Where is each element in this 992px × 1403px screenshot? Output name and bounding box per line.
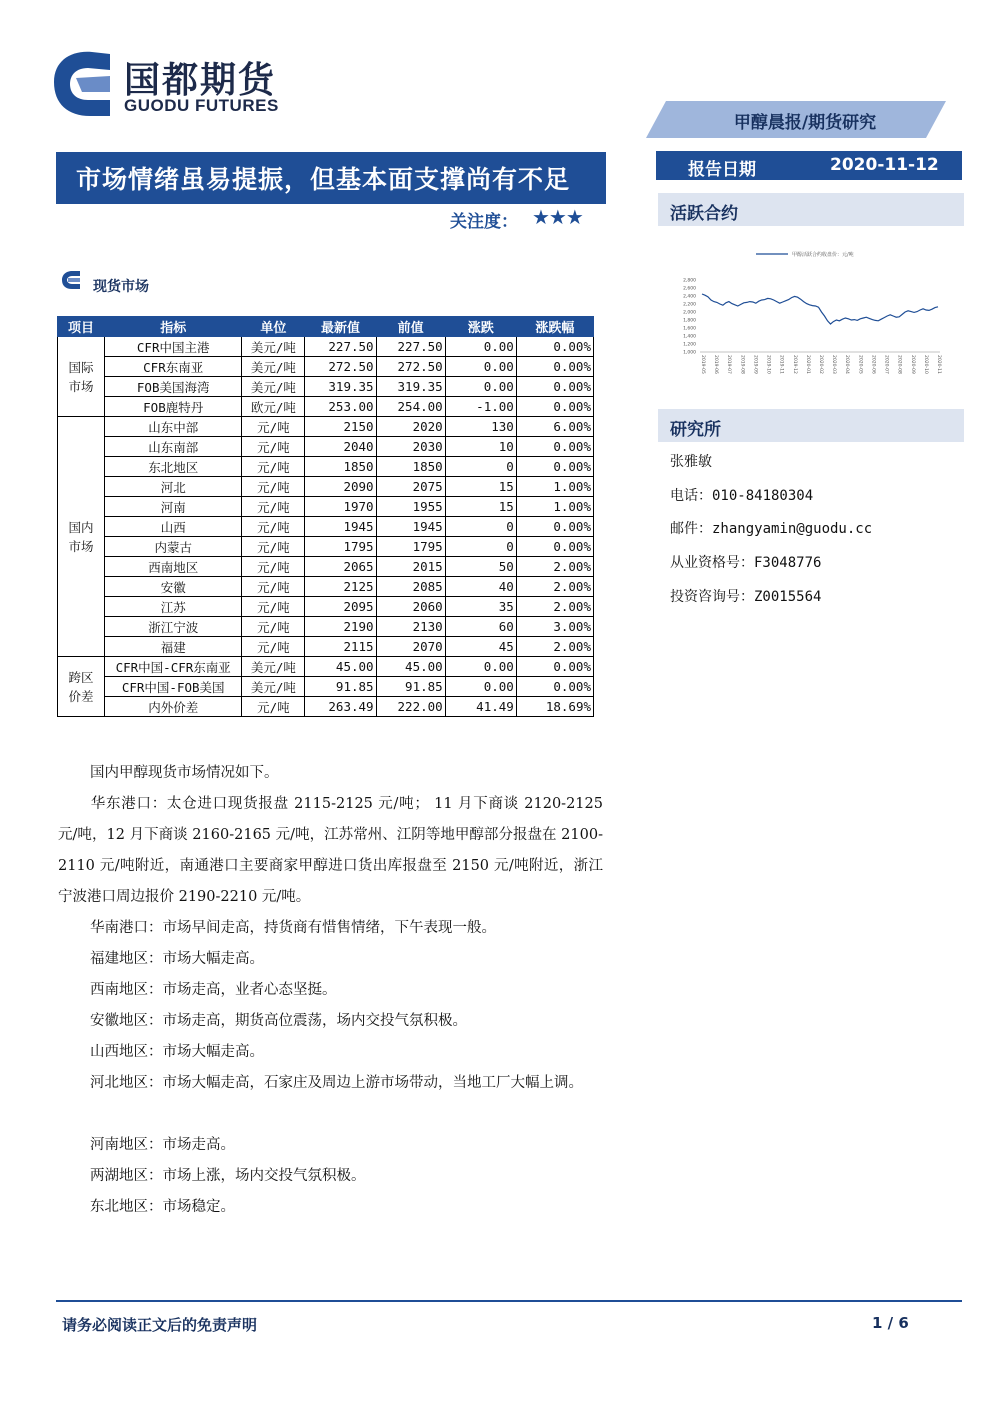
paragraph: 山西地区：市场大幅走高。 [90, 1044, 264, 1060]
x-tick-label: 2019-12 [791, 355, 797, 374]
value-cell: 35 [445, 597, 516, 617]
value-cell: 元/吨 [242, 637, 305, 657]
indicator-cell: 福建 [105, 637, 242, 657]
value-cell: 2125 [305, 577, 376, 597]
indicator-cell: 河北 [105, 477, 242, 497]
x-tick-label: 2019-11 [778, 355, 784, 374]
value-cell: 272.50 [305, 357, 376, 377]
series-line [702, 294, 938, 324]
spot-price-table [57, 316, 594, 717]
x-tick-label: 2020-03 [831, 355, 837, 374]
x-tick-label: 2019-08 [739, 355, 745, 374]
paragraph: 华南港口：市场早间走高，持货商有惜售情绪，下午表现一般。 [90, 920, 496, 936]
value-cell: 18.69% [516, 697, 593, 717]
group-label: 国际 市场 [58, 337, 105, 417]
value-cell: 1850 [305, 457, 376, 477]
value-cell: 1850 [376, 457, 445, 477]
value-cell: 0.00% [516, 517, 593, 537]
value-cell: 2095 [305, 597, 376, 617]
value-cell: 2.00% [516, 557, 593, 577]
table-row [58, 617, 594, 637]
y-tick-label: 1,600 [683, 326, 696, 332]
disclaimer-link: 请务必阅读正文后的免责声明 [62, 1316, 258, 1334]
indicator-cell: 内外价差 [105, 697, 242, 717]
indicator-cell: 山东中部 [105, 417, 242, 437]
indicator-cell: 内蒙古 [105, 537, 242, 557]
chart-legend: 甲醇活跃合约收盘价：元/吨 [792, 252, 854, 258]
value-cell: 0.00 [445, 337, 516, 357]
value-cell: 0.00% [516, 677, 593, 697]
x-tick-label: 2020-01 [804, 355, 810, 374]
x-tick-label: 2020-08 [896, 355, 902, 374]
value-cell: 2020 [376, 417, 445, 437]
value-cell: 0.00% [516, 377, 593, 397]
paragraph: 福建地区：市场大幅走高。 [90, 951, 264, 967]
logo-chinese-name: 国都期货 [124, 60, 277, 101]
y-tick-label: 2,400 [683, 294, 696, 300]
x-tick-label: 2020-07 [883, 355, 889, 374]
indicator-cell: 江苏 [105, 597, 242, 617]
value-cell: 0.00% [516, 357, 593, 377]
indicator-cell: FOB鹿特丹 [105, 397, 242, 417]
col-header: 涨跌幅 [516, 317, 593, 337]
value-cell: 元/吨 [242, 617, 305, 637]
x-tick-labels [700, 355, 942, 374]
value-cell: 1945 [376, 517, 445, 537]
paragraph: 河南地区：市场走高。 [90, 1137, 235, 1153]
value-cell: 2075 [376, 477, 445, 497]
table-row [58, 697, 594, 717]
value-cell: 1.00% [516, 497, 593, 517]
value-cell: 2130 [376, 617, 445, 637]
value-cell: 0.00 [445, 357, 516, 377]
value-cell: 15 [445, 497, 516, 517]
table-row [58, 537, 594, 557]
value-cell: 254.00 [376, 397, 445, 417]
y-tick-label: 1,200 [683, 342, 696, 348]
table-row [58, 677, 594, 697]
value-cell: 1.00% [516, 477, 593, 497]
value-cell: 227.50 [376, 337, 445, 357]
value-cell: 3.00% [516, 617, 593, 637]
table-row [58, 657, 594, 677]
value-cell: 1795 [376, 537, 445, 557]
value-cell: 元/吨 [242, 537, 305, 557]
indicator-cell: FOB美国海湾 [105, 377, 242, 397]
value-cell: 2085 [376, 577, 445, 597]
report-type: 甲醇晨报/期货研究 [733, 113, 877, 133]
value-cell: 美元/吨 [242, 377, 305, 397]
value-cell: 0.00% [516, 457, 593, 477]
value-cell: 2040 [305, 437, 376, 457]
report-title: 市场情绪虽易提振，但基本面支撑尚有不足 [76, 165, 571, 194]
y-tick-label: 1,000 [683, 350, 696, 356]
paragraph: 国内甲醇现货市场情况如下。 [90, 765, 279, 781]
x-tick-label: 2019-05 [700, 355, 705, 374]
value-cell: 2060 [376, 597, 445, 617]
value-cell: 319.35 [305, 377, 376, 397]
value-cell: 元/吨 [242, 477, 305, 497]
value-cell: 0.00% [516, 337, 593, 357]
x-tick-label: 2019-10 [765, 355, 771, 374]
value-cell: 美元/吨 [242, 337, 305, 357]
value-cell: 91.85 [376, 677, 445, 697]
value-cell: 2.00% [516, 637, 593, 657]
value-cell: 2070 [376, 637, 445, 657]
indicator-cell: 山西 [105, 517, 242, 537]
value-cell: 10 [445, 437, 516, 457]
spot-market-heading: 现货市场 [93, 279, 149, 295]
value-cell: 222.00 [376, 697, 445, 717]
value-cell: 6.00% [516, 417, 593, 437]
value-cell: 0.00% [516, 397, 593, 417]
value-cell: 45.00 [305, 657, 376, 677]
focus-label: 关注度： [450, 212, 518, 232]
value-cell: 2.00% [516, 577, 593, 597]
value-cell: 2090 [305, 477, 376, 497]
col-header: 最新值 [305, 317, 376, 337]
value-cell: 50 [445, 557, 516, 577]
value-cell: 欧元/吨 [242, 397, 305, 417]
date-label: 报告日期 [688, 160, 756, 180]
indicator-cell: 浙江宁波 [105, 617, 242, 637]
value-cell: 1945 [305, 517, 376, 537]
email-info: 邮件：zhangyamin@guodu.cc [670, 521, 873, 537]
value-cell: 0 [445, 457, 516, 477]
active-contract-header [658, 193, 964, 226]
value-cell: 2030 [376, 437, 445, 457]
active-contract-label: 活跃合约 [670, 204, 738, 224]
date-value: 2020-11-12 [830, 155, 939, 175]
value-cell: 319.35 [376, 377, 445, 397]
value-cell: 1955 [376, 497, 445, 517]
indicator-cell: CFR中国-FOB美国 [105, 677, 242, 697]
x-tick-label: 2020-06 [870, 355, 876, 374]
value-cell: 15 [445, 477, 516, 497]
section-icon [60, 270, 82, 290]
value-cell: 45 [445, 637, 516, 657]
indicator-cell: 山东南部 [105, 437, 242, 457]
value-cell: 元/吨 [242, 697, 305, 717]
paragraph: 华东港口：太仓进口现货报盘 2115-2125 元/吨； 11 月下商谈 2120-2125 元/吨，12 月下商谈 2160-2165 元/吨，江苏常州、江阴等地甲醇部分报盘在 2100-2110 元/吨附近，南通港口主要商家甲醇进口货出库报盘至 2150 元/吨附近，浙江宁波港口周边报价 2190-2210 元/吨。 [58, 796, 603, 905]
value-cell: 元/吨 [242, 437, 305, 457]
value-cell: 41.49 [445, 697, 516, 717]
value-cell: 272.50 [376, 357, 445, 377]
y-tick-label: 1,800 [683, 318, 696, 324]
value-cell: 0.00 [445, 657, 516, 677]
value-cell: -1.00 [445, 397, 516, 417]
table-row [58, 437, 594, 457]
value-cell: 0.00% [516, 537, 593, 557]
value-cell: 263.49 [305, 697, 376, 717]
value-cell: 元/吨 [242, 577, 305, 597]
x-tick-label: 2020-11 [936, 355, 941, 374]
value-cell: 2065 [305, 557, 376, 577]
x-tick-label: 2020-10 [922, 355, 928, 374]
table-header-row [58, 317, 594, 337]
col-header: 涨跌 [445, 317, 516, 337]
x-tick-label: 2020-02 [818, 355, 823, 374]
value-cell: 1970 [305, 497, 376, 517]
table-row [58, 337, 594, 357]
x-tick-label: 2020-05 [857, 355, 863, 374]
y-tick-label: 2,600 [683, 286, 696, 292]
table-row [58, 377, 594, 397]
value-cell: 0.00% [516, 657, 593, 677]
col-header: 项目 [58, 317, 105, 337]
logo-english-name: GUODU FUTURES [124, 96, 279, 115]
paragraph: 西南地区：市场走高，业者心态坚挺。 [90, 982, 337, 998]
indicator-cell: CFR中国主港 [105, 337, 242, 357]
value-cell: 元/吨 [242, 417, 305, 437]
value-cell: 美元/吨 [242, 657, 305, 677]
value-cell: 0.00% [516, 437, 593, 457]
table-row [58, 417, 594, 437]
indicator-cell: 河南 [105, 497, 242, 517]
value-cell: 253.00 [305, 397, 376, 417]
value-cell: 元/吨 [242, 517, 305, 537]
value-cell: 元/吨 [242, 457, 305, 477]
paragraph: 两湖地区：市场上涨，场内交投气氛积极。 [90, 1168, 366, 1184]
paragraph: 安徽地区：市场走高，期货高位震荡，场内交投气氛积极。 [90, 1013, 467, 1029]
x-tick-label: 2020-04 [844, 355, 850, 374]
focus-stars: ★★★ [532, 205, 583, 229]
value-cell: 40 [445, 577, 516, 597]
x-tick-label: 2019-07 [726, 355, 732, 374]
x-tick-label: 2019-06 [713, 355, 719, 374]
table-row [58, 497, 594, 517]
value-cell: 2190 [305, 617, 376, 637]
value-cell: 0 [445, 517, 516, 537]
indicator-cell: CFR中国-CFR东南亚 [105, 657, 242, 677]
table-row [58, 637, 594, 657]
footer-divider [56, 1300, 962, 1302]
consult-info: 投资咨询号：Z0015564 [670, 589, 822, 605]
indicator-cell: 东北地区 [105, 457, 242, 477]
table-row [58, 357, 594, 377]
indicator-cell: 安徽 [105, 577, 242, 597]
price-chart [676, 246, 966, 394]
table-row [58, 517, 594, 537]
value-cell: 1795 [305, 537, 376, 557]
value-cell: 0.00 [445, 377, 516, 397]
table-row [58, 597, 594, 617]
group-label: 跨区 价差 [58, 657, 105, 717]
research-label: 研究所 [670, 420, 721, 440]
value-cell: 元/吨 [242, 497, 305, 517]
x-tick-label: 2019-09 [752, 355, 758, 374]
analyst-name: 张雅敏 [670, 454, 712, 470]
license-info: 从业资格号：F3048776 [670, 555, 822, 571]
x-tick-label: 2020-09 [909, 355, 915, 374]
phone-info: 电话：010-84180304 [670, 488, 814, 504]
y-tick-label: 1,400 [683, 334, 696, 340]
table-row [58, 457, 594, 477]
indicator-cell: CFR东南亚 [105, 357, 242, 377]
group-label: 国内 市场 [58, 417, 105, 657]
col-header: 指标 [105, 317, 242, 337]
value-cell: 美元/吨 [242, 357, 305, 377]
y-tick-label: 2,200 [683, 302, 696, 308]
col-header: 前值 [376, 317, 445, 337]
value-cell: 2150 [305, 417, 376, 437]
page-number: 1 / 6 [872, 1314, 909, 1332]
y-tick-label: 2,800 [683, 278, 696, 284]
value-cell: 130 [445, 417, 516, 437]
value-cell: 227.50 [305, 337, 376, 357]
table-row [58, 397, 594, 417]
value-cell: 45.00 [376, 657, 445, 677]
paragraph: 东北地区：市场稳定。 [90, 1199, 235, 1215]
table-row [58, 557, 594, 577]
value-cell: 元/吨 [242, 557, 305, 577]
value-cell: 2015 [376, 557, 445, 577]
value-cell: 0.00 [445, 677, 516, 697]
value-cell: 2.00% [516, 597, 593, 617]
value-cell: 美元/吨 [242, 677, 305, 697]
value-cell: 60 [445, 617, 516, 637]
y-tick-label: 2,000 [683, 310, 696, 316]
y-tick-labels [683, 278, 696, 356]
table-row [58, 577, 594, 597]
value-cell: 0 [445, 537, 516, 557]
paragraph: 河北地区：市场大幅走高，石家庄及周边上游市场带动，当地工厂大幅上调。 [90, 1075, 583, 1091]
indicator-cell: 西南地区 [105, 557, 242, 577]
value-cell: 2115 [305, 637, 376, 657]
col-header: 单位 [242, 317, 305, 337]
research-header [658, 409, 964, 442]
table-row [58, 477, 594, 497]
value-cell: 91.85 [305, 677, 376, 697]
value-cell: 元/吨 [242, 597, 305, 617]
